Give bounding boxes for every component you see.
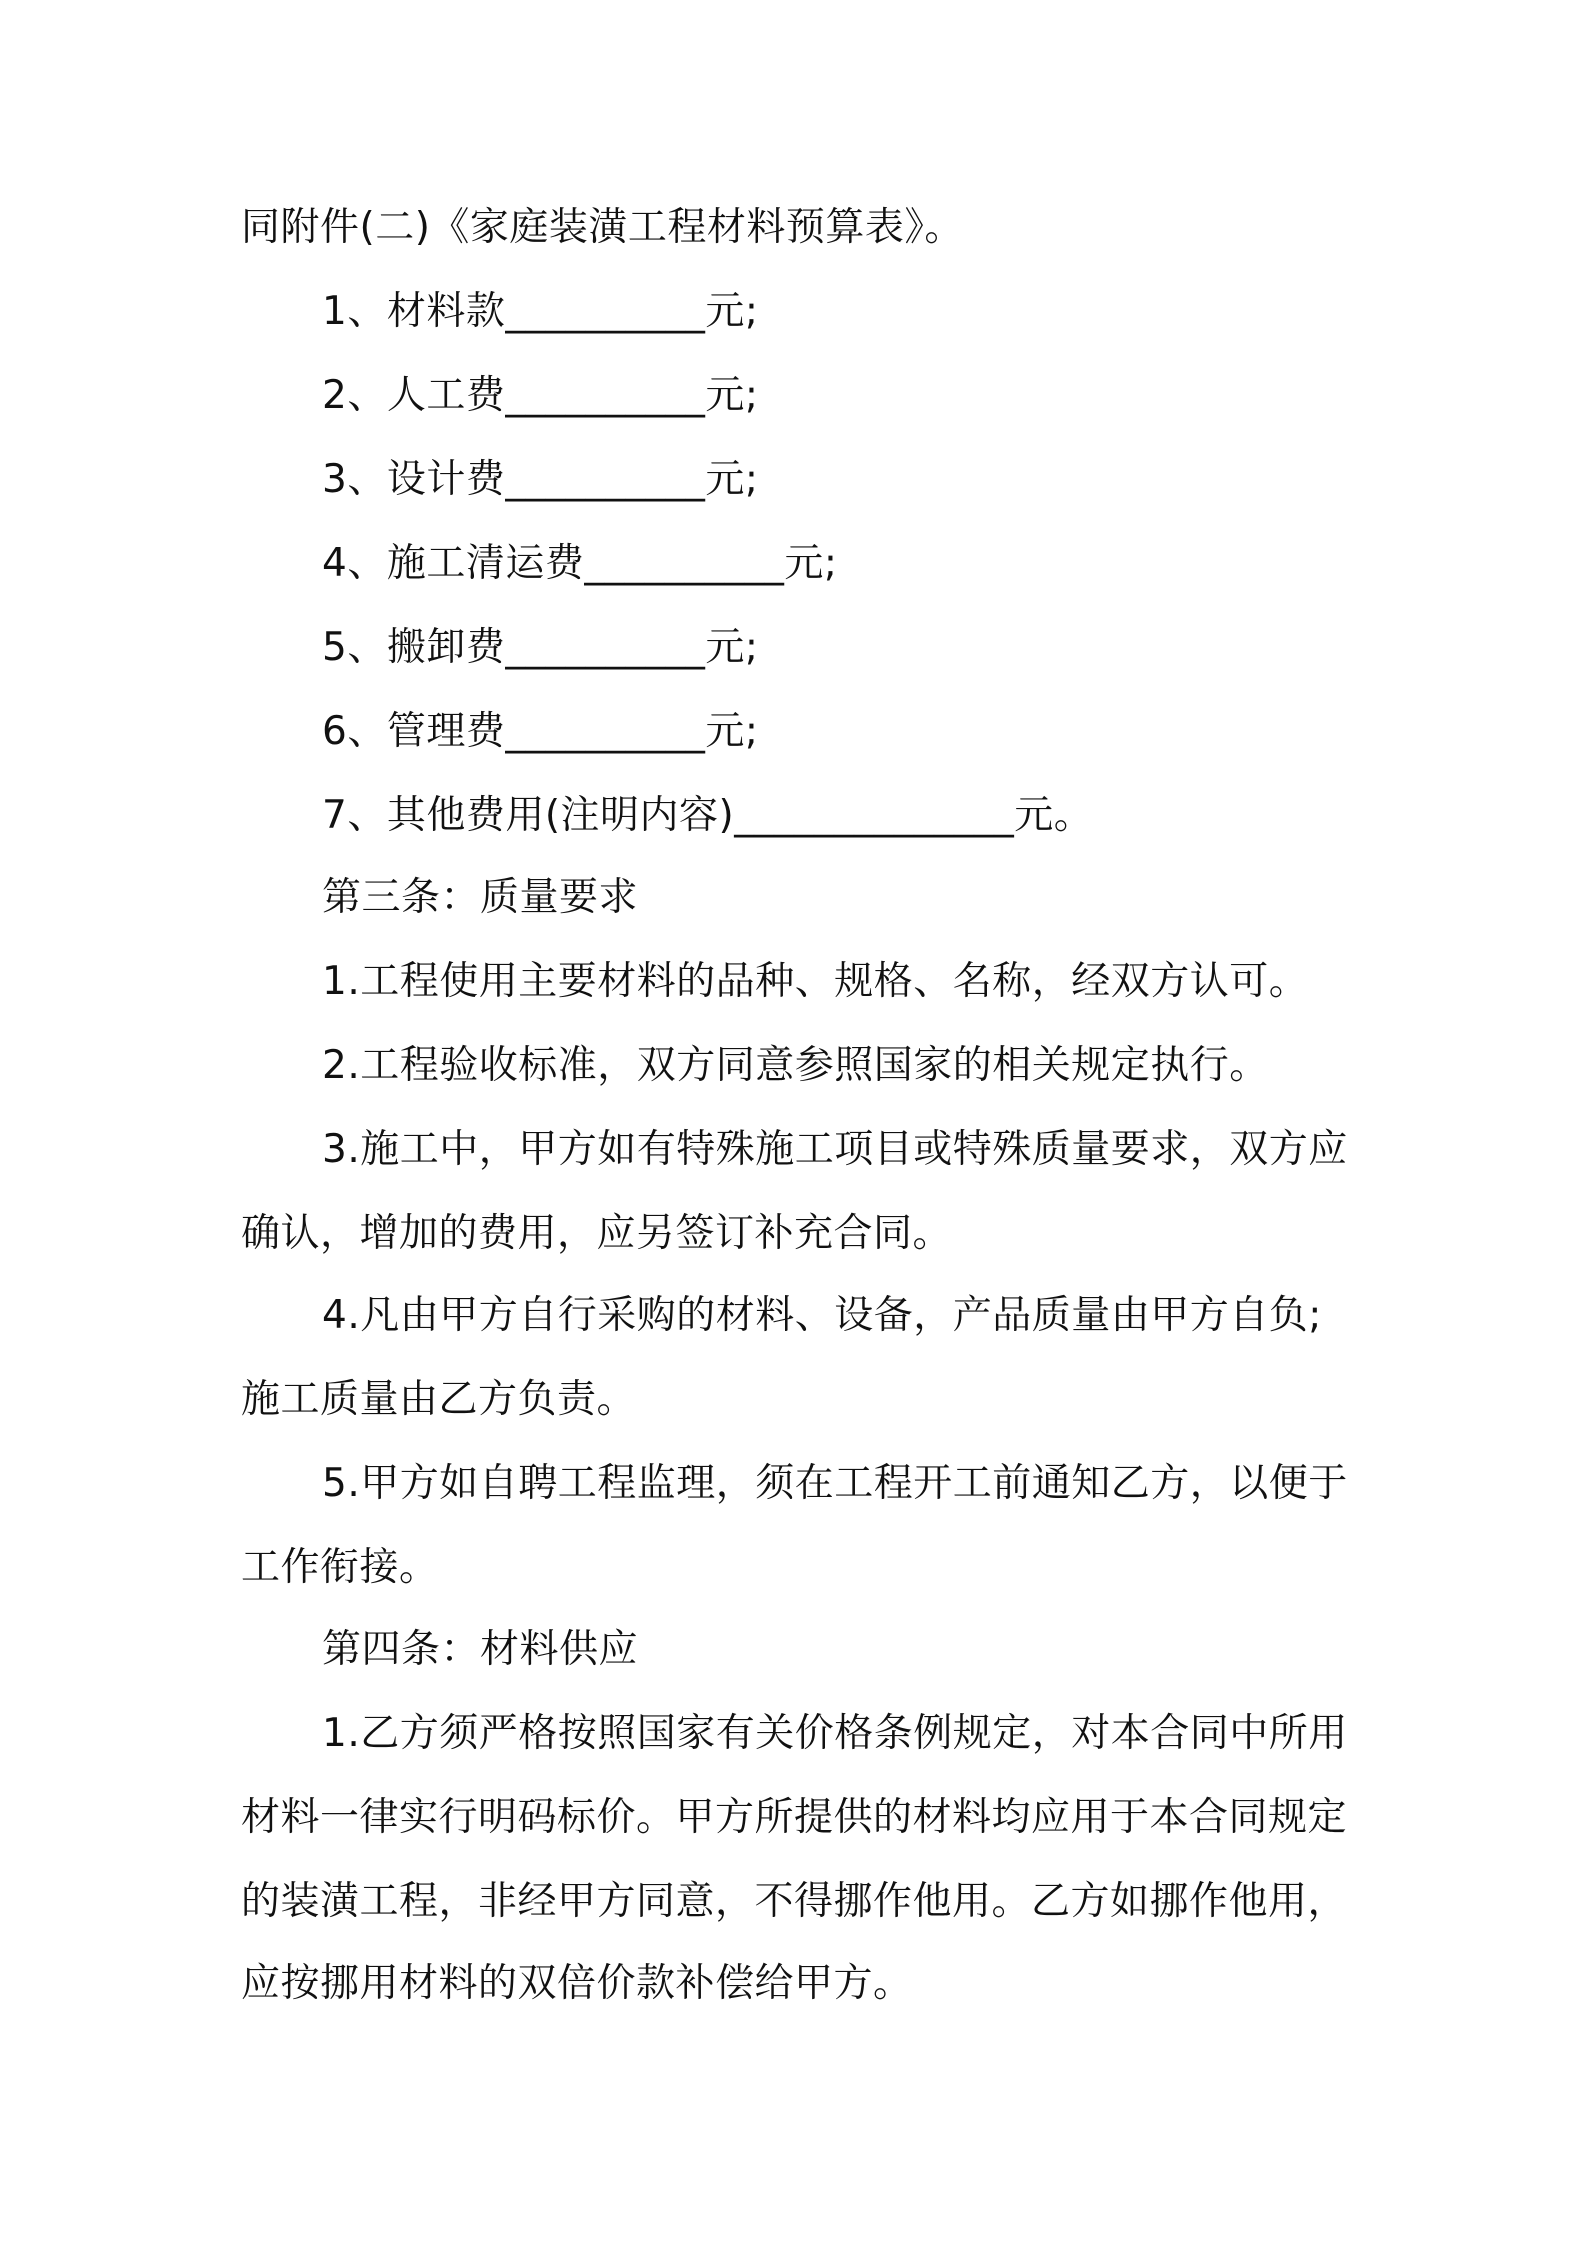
text-line: 确认，增加的费用，应另签订补充合同。	[241, 1211, 953, 1256]
text-line: 3、设计费__________元;	[322, 457, 759, 502]
text-line: 1.工程使用主要材料的品种、规格、名称，经双方认可。	[322, 959, 1309, 1004]
text-line: 材料一律实行明码标价。甲方所提供的材料均应用于本合同规定	[241, 1795, 1348, 1840]
text-line: 2、人工费__________元;	[322, 373, 759, 418]
text-line: 1.乙方须严格按照国家有关价格条例规定，对本合同中所用	[322, 1711, 1348, 1756]
text-line: 的装潢工程，非经甲方同意，不得挪作他用。乙方如挪作他用，	[241, 1879, 1348, 1924]
text-line: 3.施工中，甲方如有特殊施工项目或特殊质量要求，双方应	[322, 1127, 1348, 1172]
text-line: 同附件(二)《家庭装潢工程材料预算表》。	[241, 205, 964, 250]
text-line: 6、管理费__________元;	[322, 709, 759, 754]
text-line: 工作衔接。	[241, 1545, 439, 1590]
text-line: 2.工程验收标准，双方同意参照国家的相关规定执行。	[322, 1043, 1269, 1088]
text-line: 应按挪用材料的双倍价款补偿给甲方。	[241, 1961, 913, 2006]
text-line: 4、施工清运费__________元;	[322, 541, 838, 586]
text-line: 7、其他费用(注明内容)______________元。	[322, 793, 1094, 838]
text-line: 5、搬卸费__________元;	[322, 625, 759, 670]
section-heading: 第四条：材料供应	[322, 1627, 639, 1672]
text-line: 施工质量由乙方负责。	[241, 1377, 637, 1422]
text-line: 1、材料款__________元;	[322, 289, 759, 334]
text-line: 4.凡由甲方自行采购的材料、设备，产品质量由甲方自负;	[322, 1293, 1322, 1338]
text-line: 5.甲方如自聘工程监理，须在工程开工前通知乙方，以便于	[322, 1461, 1348, 1506]
section-heading: 第三条：质量要求	[322, 875, 639, 920]
